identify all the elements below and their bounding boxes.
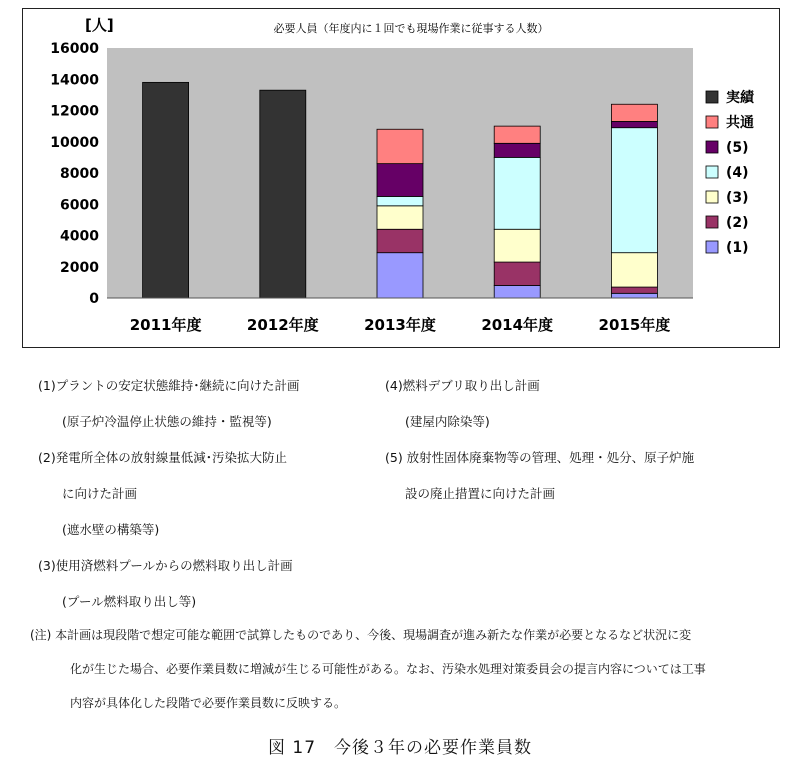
chart-title: 必要人員（年度内に１回でも現場作業に従事する人数） bbox=[273, 22, 549, 35]
y-tick-label: 16000 bbox=[50, 41, 99, 57]
note-item3-line1: (3)使用済燃料プールからの燃料取り出し計画 bbox=[38, 558, 293, 573]
y-tick-label: 14000 bbox=[50, 72, 99, 89]
y-tick-label: 8000 bbox=[60, 166, 99, 182]
bar-segment bbox=[377, 129, 423, 163]
x-tick-label: 2014年度 bbox=[481, 316, 554, 334]
note-item5-line2: 設の廃止措置に向けた計画 bbox=[405, 486, 556, 501]
legend-swatch bbox=[706, 241, 718, 253]
note-item5-line1: (5) 放射性固体廃棄物等の管理、処理・処分、原子炉施 bbox=[385, 450, 695, 465]
bar-segment bbox=[377, 229, 423, 252]
legend-label: 共通 bbox=[726, 115, 754, 131]
note-item3-line2: (プール燃料取り出し等) bbox=[62, 594, 197, 609]
y-tick-label: 10000 bbox=[50, 134, 99, 151]
bar-segment bbox=[494, 157, 540, 229]
note-item4-line2: (建屋内除染等) bbox=[405, 414, 490, 429]
x-tick-label: 2011年度 bbox=[129, 316, 202, 334]
y-tick-label: 4000 bbox=[60, 228, 99, 245]
note-item1-line1: (1)プラントの安定状態維持･継続に向けた計画 bbox=[38, 378, 300, 393]
legend-label: (3) bbox=[726, 190, 749, 206]
note-item2-line1: (2)発電所全体の放射線量低減･汚染拡大防止 bbox=[38, 450, 287, 465]
legend-swatch bbox=[706, 166, 718, 178]
x-tick-label: 2013年度 bbox=[364, 316, 436, 334]
legend-label: (5) bbox=[726, 140, 749, 156]
bar-segment bbox=[494, 143, 540, 157]
bar-segment bbox=[611, 121, 657, 127]
bar-segment bbox=[611, 287, 657, 293]
bar-segment bbox=[260, 90, 306, 298]
chart-frame bbox=[22, 8, 780, 348]
bar-segment bbox=[377, 164, 423, 197]
bar-segment bbox=[377, 206, 423, 229]
x-tick-label: 2012年度 bbox=[246, 316, 319, 334]
bar-segment bbox=[494, 286, 540, 299]
bar-segment bbox=[377, 196, 423, 205]
x-tick-label: 2015年度 bbox=[598, 316, 671, 334]
legend-label: (1) bbox=[726, 240, 749, 256]
remark-line1: (注) 本計画は現段階で想定可能な範囲で試算したものであり、今後、現場調査が進み新たな作業が必要となるなど状況に変 bbox=[30, 628, 692, 642]
note-item2-line3: (遮水壁の構築等) bbox=[62, 522, 160, 537]
stacked-bar-chart bbox=[23, 9, 779, 347]
bar-segment bbox=[611, 253, 657, 287]
bar-segment bbox=[611, 104, 657, 121]
y-tick-label: 2000 bbox=[60, 259, 99, 276]
y-tick-label: 12000 bbox=[50, 103, 99, 120]
bar-segment bbox=[611, 128, 657, 253]
figure-caption: 図 17 今後３年の必要作業員数 bbox=[267, 738, 533, 758]
bar-segment bbox=[143, 82, 189, 298]
remark-line3: 内容が具体化した段階で必要作業員数に反映する。 bbox=[70, 696, 347, 710]
bar-segment bbox=[611, 293, 657, 298]
note-item1-line2: (原子炉冷温停止状態の維持・監視等) bbox=[62, 414, 272, 429]
legend-swatch bbox=[706, 191, 718, 203]
bar-segment bbox=[494, 126, 540, 143]
legend-swatch bbox=[706, 91, 718, 103]
note-item2-line2: に向けた計画 bbox=[62, 486, 138, 501]
legend-label: (4) bbox=[726, 165, 749, 181]
legend-swatch bbox=[706, 116, 718, 128]
y-tick-label: 6000 bbox=[60, 197, 99, 214]
legend-label: 実績 bbox=[726, 90, 754, 106]
remark-line2: 化が生じた場合、必要作業員数に増減が生じる可能性がある。なお、汚染水処理対策委員会の提言内容については工事 bbox=[70, 662, 706, 676]
legend-swatch bbox=[706, 141, 718, 153]
y-tick-label: 0 bbox=[89, 291, 99, 307]
bar-segment bbox=[494, 262, 540, 285]
legend-label: (2) bbox=[726, 215, 749, 231]
bar-segment bbox=[494, 229, 540, 262]
legend-swatch bbox=[706, 216, 718, 228]
y-axis-unit-label: [人] bbox=[85, 16, 114, 34]
bar-segment bbox=[377, 253, 423, 298]
note-item4-line1: (4)燃料デブリ取り出し計画 bbox=[385, 378, 540, 393]
